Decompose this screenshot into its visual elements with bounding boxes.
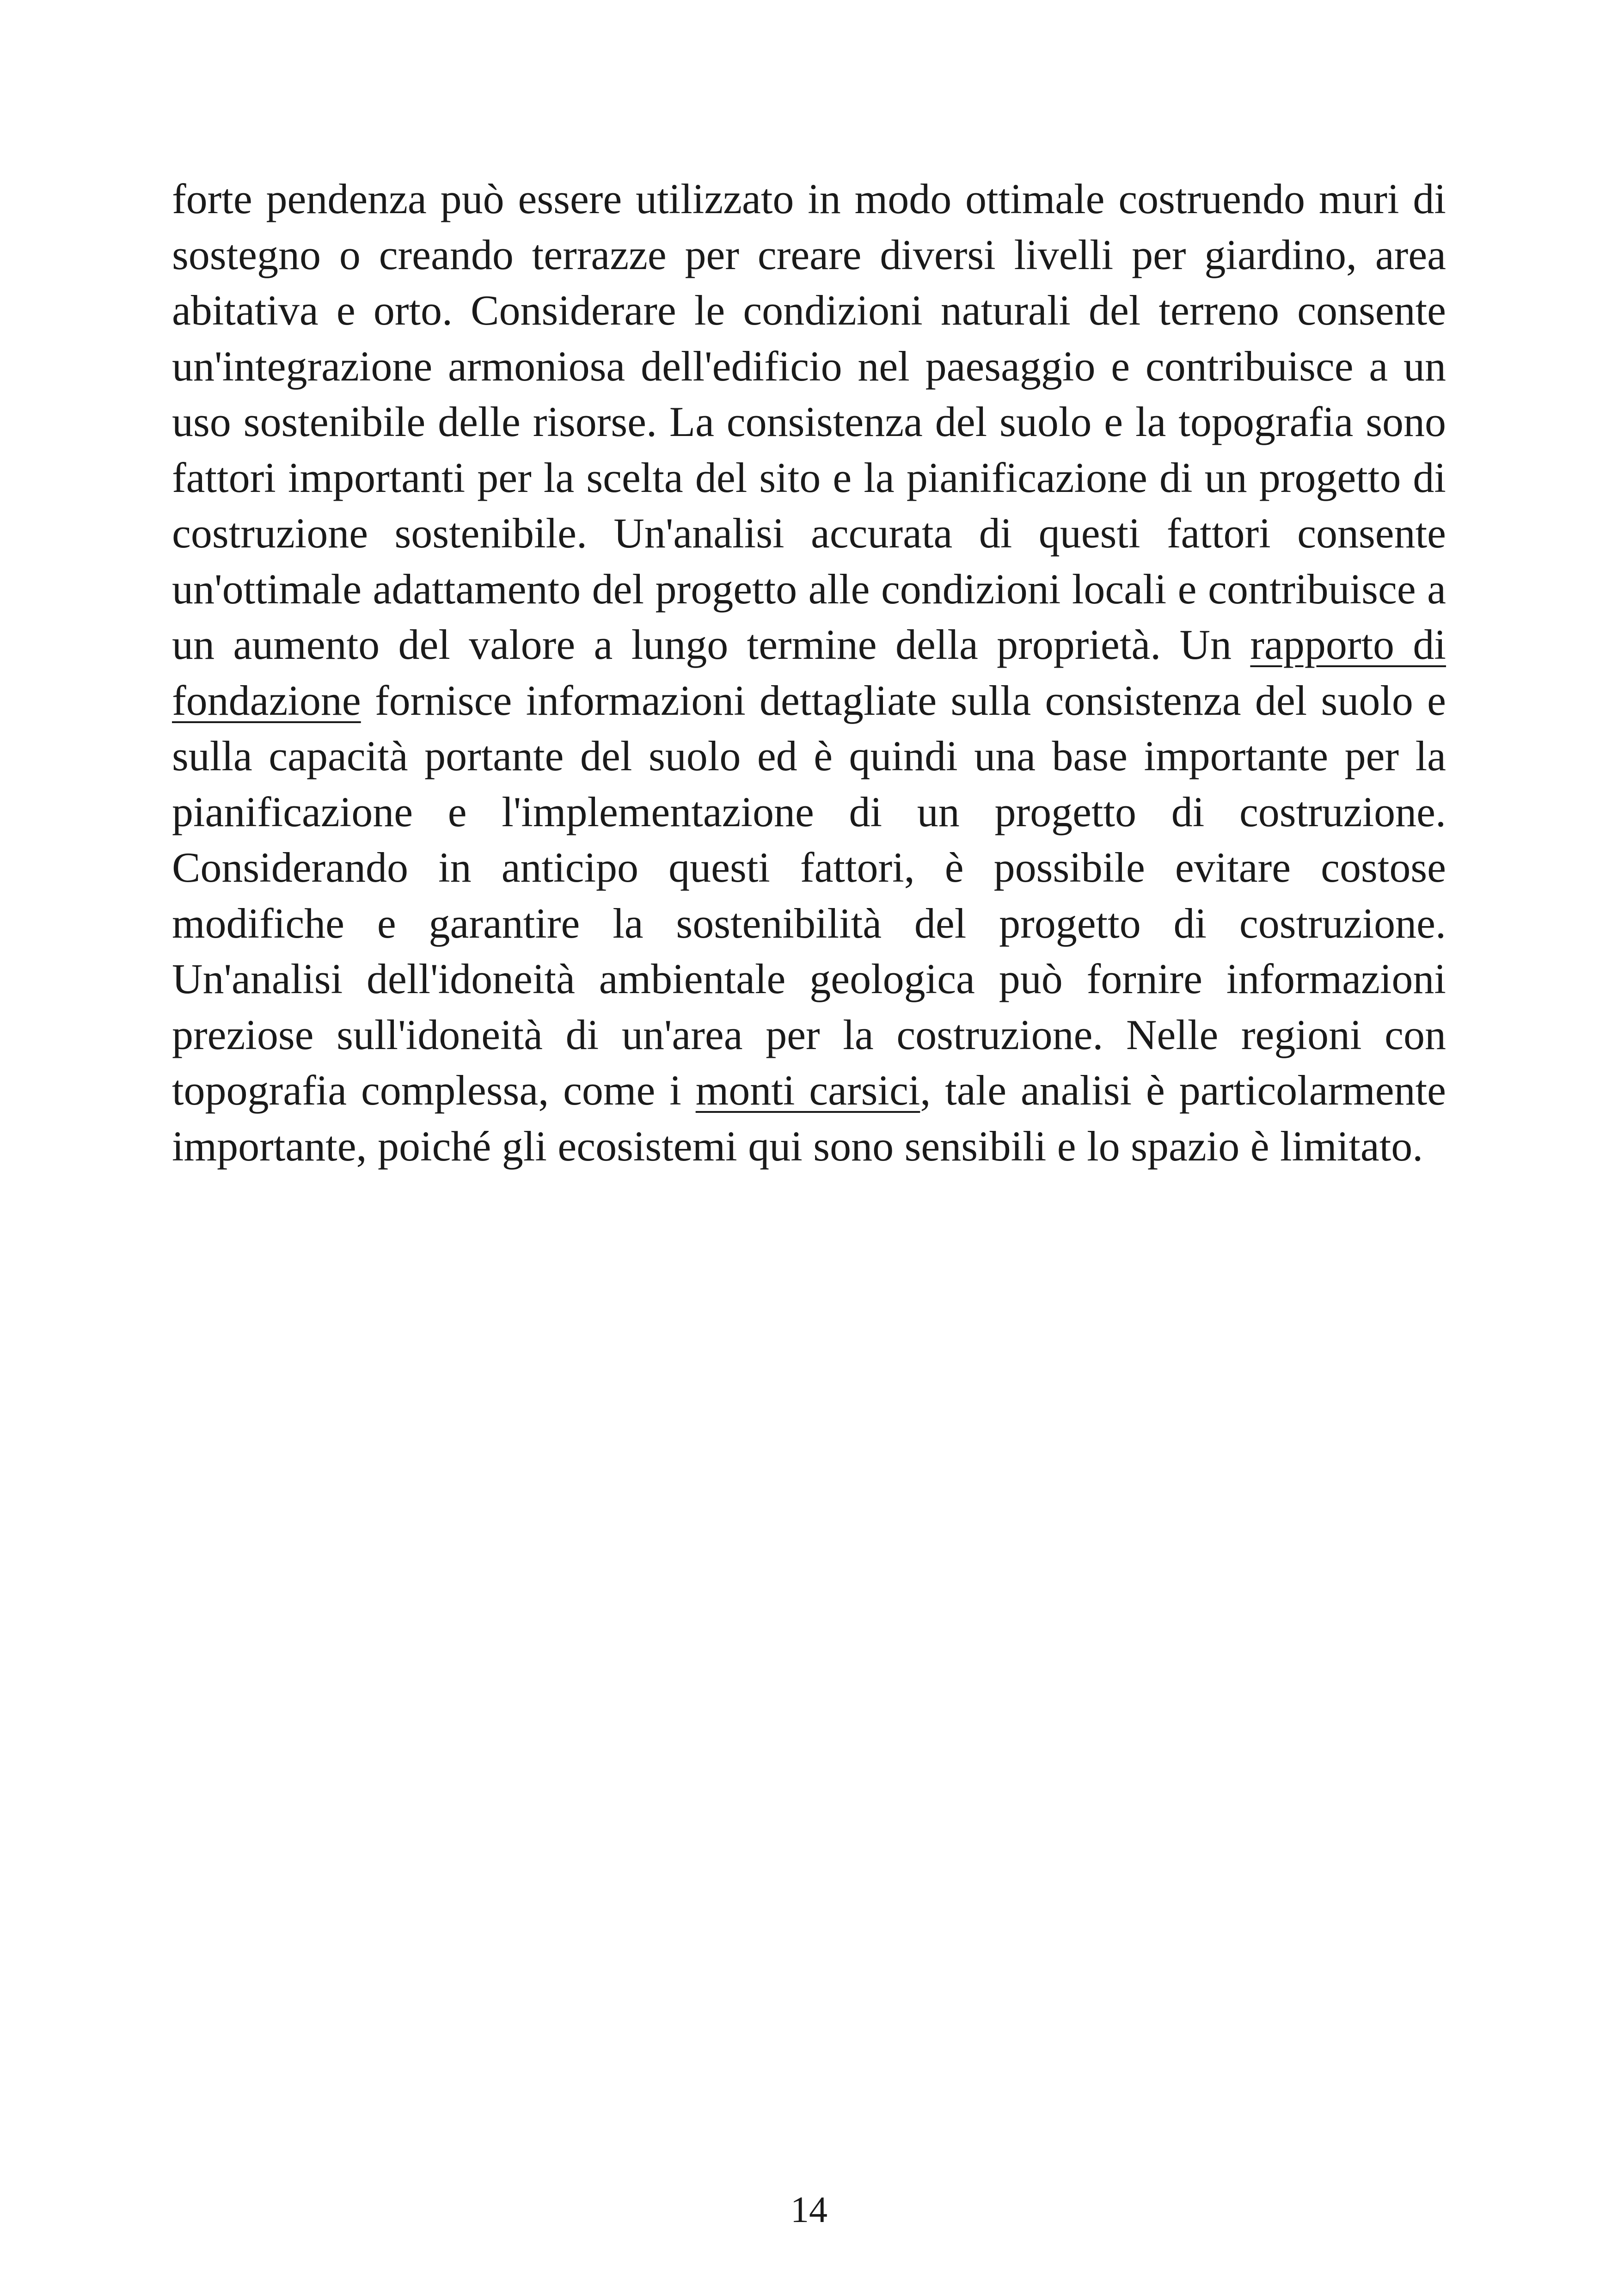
link-monti-carsici[interactable]: monti carsici xyxy=(695,1067,920,1114)
page-number: 14 xyxy=(791,2190,827,2230)
link-rapporto-di-fondazione[interactable]: rapporto di fondazione xyxy=(172,621,1446,724)
paragraph-text-part-1: forte pendenza può essere utilizzato in modo ottimale costruendo muri di sostegno o creando terrazze per creare diversi livelli per giardino, area abitativa e orto. Considerare le condizioni naturali del terreno consente un'integrazione armoniosa dell'edificio nel paesaggio e contribuisce a un uso sostenibile delle risorse. La consistenza del suolo e la topografia sono fattori importanti per la scelta del sito e la pianificazione di un progetto di costruzione sostenibile. Un'analisi accurata di questi fattori consente un'ottimale adattamento del progetto alle condizioni locali e contribuisce a un aumento del valore a lungo termine della proprietà. Un xyxy=(172,175,1446,668)
paragraph-text-part-2: fornisce informazioni dettagliate sulla consistenza del suolo e sulla capacità portante del suolo ed è quindi una base importante per la pianificazione e l'implementazione di un progetto di costruzione. Considerando in anticipo questi fattori, è possibile evitare costose modifiche e garantire la sostenibilità del progetto di costruzione. Un'analisi dell'idoneità ambientale geologica può fornire informazioni preziose sull'idoneità di un'area per la costruzione. Nelle regioni con topografia complessa, come i xyxy=(172,676,1446,1114)
body-paragraph xyxy=(172,171,1446,1174)
paragraph-text-part-3: , tale analisi è particolarmente importante, poiché gli ecosistemi qui sono sensibili e lo spazio è limitato. xyxy=(172,1067,1446,1170)
